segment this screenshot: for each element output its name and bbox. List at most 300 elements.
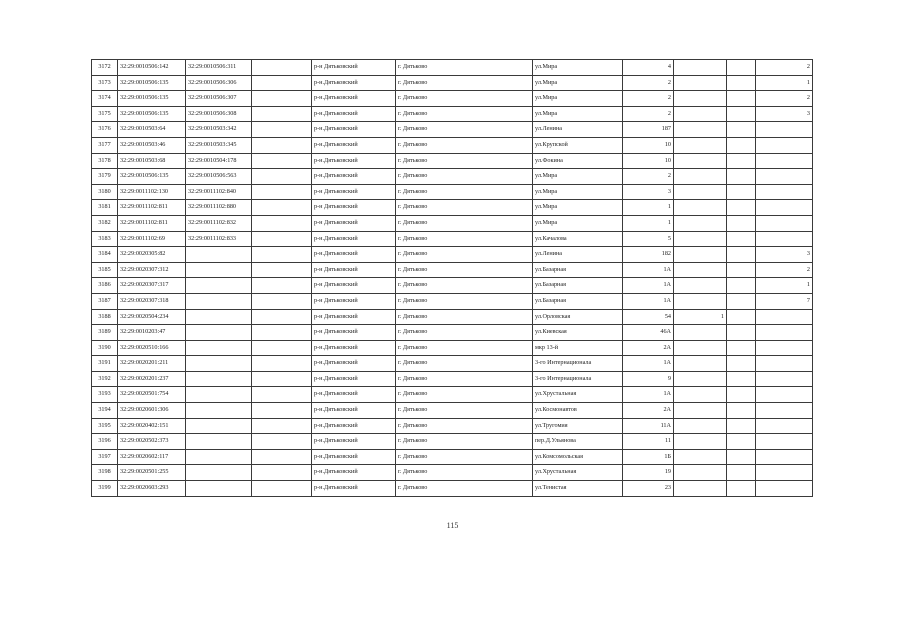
- cell-empty-column: [252, 153, 312, 169]
- cell-extra-c: 2: [756, 262, 813, 278]
- table-row: [92, 122, 813, 138]
- cell-cadastral-number: 32:29:0020305:82: [118, 247, 186, 263]
- cell-district: р-н.Дятьковский: [312, 75, 396, 91]
- cell-empty-column: [252, 465, 312, 481]
- cell-extra-c: [756, 215, 813, 231]
- cell-cadastral-number-2: 32:29:0010506:311: [186, 60, 252, 76]
- cell-extra-b: [727, 340, 756, 356]
- cell-cadastral-number: 32:29:0010203:47: [118, 325, 186, 341]
- cell-extra-b: [727, 184, 756, 200]
- cell-extra-b: [727, 169, 756, 185]
- cell-cadastral-number: 32:29:0020502:373: [118, 434, 186, 450]
- cell-empty-column: [252, 247, 312, 263]
- cell-district: р-н.Дятьковский: [312, 340, 396, 356]
- cell-house-number: 1: [623, 200, 674, 216]
- cell-empty-column: [252, 309, 312, 325]
- cell-extra-c: [756, 122, 813, 138]
- cell-cadastral-number-2: 32:29:0011102:833: [186, 231, 252, 247]
- table-body: [92, 60, 813, 497]
- cell-extra-b: [727, 247, 756, 263]
- cell-row-index: 3194: [92, 403, 118, 419]
- cell-extra-a: [674, 262, 727, 278]
- cell-extra-c: 2: [756, 91, 813, 107]
- cell-street: ул.Тругомия: [533, 418, 623, 434]
- cell-extra-b: [727, 325, 756, 341]
- cell-extra-c: [756, 169, 813, 185]
- cell-street: ул.Базарная: [533, 278, 623, 294]
- cell-extra-c: [756, 481, 813, 497]
- cell-extra-c: 3: [756, 106, 813, 122]
- cell-row-index: 3196: [92, 434, 118, 450]
- cell-house-number: 19: [623, 465, 674, 481]
- cell-street: ул.Мира: [533, 200, 623, 216]
- cell-house-number: 10: [623, 153, 674, 169]
- cell-extra-b: [727, 387, 756, 403]
- cell-house-number: 9: [623, 371, 674, 387]
- cell-street: ул.Комсомольская: [533, 449, 623, 465]
- table-row: [92, 434, 813, 450]
- cell-cadastral-number: 32:29:0011102:811: [118, 200, 186, 216]
- cell-empty-column: [252, 340, 312, 356]
- cell-extra-c: [756, 371, 813, 387]
- cell-extra-a: [674, 325, 727, 341]
- cell-street: ул.Ленина: [533, 122, 623, 138]
- cell-row-index: 3183: [92, 231, 118, 247]
- cell-row-index: 3192: [92, 371, 118, 387]
- cell-extra-a: [674, 481, 727, 497]
- cell-extra-c: [756, 200, 813, 216]
- cell-house-number: 2: [623, 169, 674, 185]
- cell-extra-c: [756, 137, 813, 153]
- cell-extra-b: [727, 231, 756, 247]
- cell-cadastral-number: 32:29:0010503:68: [118, 153, 186, 169]
- cell-street: ул.Киевская: [533, 325, 623, 341]
- cell-row-index: 3180: [92, 184, 118, 200]
- cell-extra-a: [674, 465, 727, 481]
- table-row: [92, 153, 813, 169]
- cell-extra-a: [674, 356, 727, 372]
- cell-city: г. Дятьково: [396, 434, 533, 450]
- cell-cadastral-number: 32:29:0020602:117: [118, 449, 186, 465]
- cell-district: р-н Дятьковский: [312, 309, 396, 325]
- cell-extra-c: [756, 356, 813, 372]
- cell-extra-a: 1: [674, 309, 727, 325]
- cell-cadastral-number: 32:29:0010506:135: [118, 169, 186, 185]
- cell-cadastral-number-2: 32:29:0011102:880: [186, 200, 252, 216]
- cell-row-index: 3179: [92, 169, 118, 185]
- table-row: [92, 325, 813, 341]
- cell-row-index: 3184: [92, 247, 118, 263]
- cell-district: р-н.Дятьковский: [312, 231, 396, 247]
- cell-cadastral-number: 32:29:0020201:237: [118, 371, 186, 387]
- cell-extra-a: [674, 106, 727, 122]
- cell-district: р-н.Дятьковский: [312, 122, 396, 138]
- cell-city: г. Дятьково: [396, 356, 533, 372]
- cell-district: р-н Дятьковский: [312, 293, 396, 309]
- cell-district: р-н.Дятьковский: [312, 106, 396, 122]
- cell-city: г. Дятьково: [396, 465, 533, 481]
- cell-house-number: 11А: [623, 418, 674, 434]
- cell-cadastral-number-2: 32:29:0010506:306: [186, 75, 252, 91]
- cell-cadastral-number-2: [186, 387, 252, 403]
- cell-empty-column: [252, 278, 312, 294]
- table-row: [92, 403, 813, 419]
- cell-empty-column: [252, 325, 312, 341]
- cell-extra-a: [674, 122, 727, 138]
- cell-city: г. Дятьково: [396, 449, 533, 465]
- cell-cadastral-number: 32:29:0011102:811: [118, 215, 186, 231]
- cell-extra-c: [756, 340, 813, 356]
- cell-district: р-н Дятьковский: [312, 278, 396, 294]
- cell-city: г. Дятьково: [396, 403, 533, 419]
- cell-extra-b: [727, 137, 756, 153]
- cell-row-index: 3185: [92, 262, 118, 278]
- cell-city: г. Дятьково: [396, 106, 533, 122]
- table-row: [92, 91, 813, 107]
- cell-cadastral-number: 32:29:0020601:306: [118, 403, 186, 419]
- table-row: [92, 309, 813, 325]
- cell-house-number: 2: [623, 75, 674, 91]
- cell-street: ул.Мира: [533, 75, 623, 91]
- cell-extra-b: [727, 481, 756, 497]
- cell-extra-c: [756, 325, 813, 341]
- cell-empty-column: [252, 215, 312, 231]
- cell-house-number: 10: [623, 137, 674, 153]
- cell-city: г. Дятьково: [396, 278, 533, 294]
- cell-extra-a: [674, 434, 727, 450]
- table-row: [92, 481, 813, 497]
- cell-extra-c: [756, 403, 813, 419]
- cell-house-number: 23: [623, 481, 674, 497]
- cell-city: г. Дятьково: [396, 481, 533, 497]
- cell-empty-column: [252, 449, 312, 465]
- cell-cadastral-number-2: [186, 434, 252, 450]
- cell-empty-column: [252, 60, 312, 76]
- cell-cadastral-number: 32:29:0010506:142: [118, 60, 186, 76]
- cell-district: р-н.Дятьковский: [312, 434, 396, 450]
- cell-extra-c: [756, 153, 813, 169]
- cell-empty-column: [252, 418, 312, 434]
- cell-row-index: 3191: [92, 356, 118, 372]
- cell-street: ул.Базарная: [533, 262, 623, 278]
- table-row: [92, 340, 813, 356]
- cell-extra-c: [756, 231, 813, 247]
- cell-cadastral-number: 32:29:0020402:151: [118, 418, 186, 434]
- cell-row-index: 3190: [92, 340, 118, 356]
- cell-row-index: 3178: [92, 153, 118, 169]
- table-row: [92, 387, 813, 403]
- cell-district: р-н.Дятьковский: [312, 247, 396, 263]
- cell-house-number: 11: [623, 434, 674, 450]
- cell-empty-column: [252, 403, 312, 419]
- table-row: [92, 231, 813, 247]
- cell-cadastral-number-2: [186, 325, 252, 341]
- cell-district: р-н.Дятьковский: [312, 449, 396, 465]
- cell-street: ул.Мира: [533, 169, 623, 185]
- cell-extra-b: [727, 153, 756, 169]
- cell-district: р-н.Дятьковский: [312, 153, 396, 169]
- cell-street: ул.Качалова: [533, 231, 623, 247]
- cell-cadastral-number-2: [186, 418, 252, 434]
- cell-cadastral-number-2: 32:29:0010506:307: [186, 91, 252, 107]
- cell-street: ул.Мира: [533, 215, 623, 231]
- cell-row-index: 3187: [92, 293, 118, 309]
- cell-city: г. Дятьково: [396, 153, 533, 169]
- table-row: [92, 75, 813, 91]
- cell-cadastral-number-2: 32:29:0011102:832: [186, 215, 252, 231]
- table-row: [92, 278, 813, 294]
- cell-extra-c: 2: [756, 60, 813, 76]
- cell-extra-a: [674, 278, 727, 294]
- cell-empty-column: [252, 387, 312, 403]
- cell-cadastral-number: 32:29:0020504:234: [118, 309, 186, 325]
- cell-district: р-н Дятьковский: [312, 184, 396, 200]
- cell-house-number: 1: [623, 215, 674, 231]
- cell-empty-column: [252, 184, 312, 200]
- cell-street: пер.Д.Ульянова: [533, 434, 623, 450]
- table-row: [92, 106, 813, 122]
- cell-empty-column: [252, 371, 312, 387]
- cell-cadastral-number: 32:29:0010506:135: [118, 106, 186, 122]
- registry-table: [91, 59, 813, 497]
- cell-street: ул.Ленина: [533, 247, 623, 263]
- cell-cadastral-number: 32:29:0020510:166: [118, 340, 186, 356]
- cell-extra-c: [756, 387, 813, 403]
- cell-cadastral-number-2: [186, 356, 252, 372]
- cell-extra-a: [674, 403, 727, 419]
- cell-empty-column: [252, 200, 312, 216]
- cell-street: ул.Орловская: [533, 309, 623, 325]
- cell-extra-b: [727, 200, 756, 216]
- cell-house-number: 1А: [623, 387, 674, 403]
- cell-extra-b: [727, 278, 756, 294]
- cell-house-number: 3: [623, 184, 674, 200]
- cell-district: р-н.Дятьковский: [312, 418, 396, 434]
- table-row: [92, 371, 813, 387]
- cell-extra-b: [727, 293, 756, 309]
- cell-street: ул.Фокина: [533, 153, 623, 169]
- cell-empty-column: [252, 262, 312, 278]
- cell-empty-column: [252, 481, 312, 497]
- cell-district: р-н.Дятьковский: [312, 481, 396, 497]
- cell-cadastral-number: 32:29:0010503:46: [118, 137, 186, 153]
- cell-empty-column: [252, 75, 312, 91]
- cell-city: г. Дятьково: [396, 340, 533, 356]
- cell-cadastral-number-2: [186, 449, 252, 465]
- cell-district: р-н.Дятьковский: [312, 403, 396, 419]
- cell-extra-a: [674, 60, 727, 76]
- cell-extra-b: [727, 465, 756, 481]
- cell-district: р-н Дятьковский: [312, 325, 396, 341]
- cell-cadastral-number: 32:29:0011102:130: [118, 184, 186, 200]
- cell-city: г. Дятьково: [396, 371, 533, 387]
- cell-cadastral-number: 32:29:0010506:135: [118, 75, 186, 91]
- cell-district: р-н Дятьковский: [312, 200, 396, 216]
- cell-street: ул.Космонавтов: [533, 403, 623, 419]
- cell-house-number: 2А: [623, 340, 674, 356]
- cell-cadastral-number: 32:29:0020603:293: [118, 481, 186, 497]
- cell-house-number: 5: [623, 231, 674, 247]
- cell-city: г. Дятьково: [396, 60, 533, 76]
- cell-extra-a: [674, 387, 727, 403]
- cell-city: г. Дятьково: [396, 169, 533, 185]
- cell-empty-column: [252, 106, 312, 122]
- cell-city: г. Дятьково: [396, 293, 533, 309]
- cell-empty-column: [252, 356, 312, 372]
- cell-empty-column: [252, 231, 312, 247]
- cell-extra-a: [674, 449, 727, 465]
- cell-city: г. Дятьково: [396, 247, 533, 263]
- cell-house-number: 1Б: [623, 449, 674, 465]
- cell-extra-a: [674, 371, 727, 387]
- cell-extra-c: 1: [756, 278, 813, 294]
- cell-house-number: 2: [623, 91, 674, 107]
- cell-district: р-н Дятьковский: [312, 60, 396, 76]
- cell-city: г. Дятьково: [396, 387, 533, 403]
- cell-row-index: 3176: [92, 122, 118, 138]
- cell-extra-a: [674, 153, 727, 169]
- cell-district: р-н.Дятьковский: [312, 91, 396, 107]
- table-row: [92, 169, 813, 185]
- cell-extra-b: [727, 309, 756, 325]
- cell-street: 3-го Интернационала: [533, 371, 623, 387]
- cell-street: ул.Мира: [533, 106, 623, 122]
- cell-house-number: 1А: [623, 262, 674, 278]
- cell-city: г. Дятьково: [396, 418, 533, 434]
- cell-row-index: 3193: [92, 387, 118, 403]
- cell-district: р-н.Дятьковский: [312, 371, 396, 387]
- cell-extra-c: 1: [756, 75, 813, 91]
- cell-house-number: 1А: [623, 356, 674, 372]
- cell-extra-b: [727, 403, 756, 419]
- table-row: [92, 418, 813, 434]
- table-row: [92, 137, 813, 153]
- cell-city: г. Дятьково: [396, 325, 533, 341]
- cell-extra-c: [756, 449, 813, 465]
- table-row: [92, 449, 813, 465]
- cell-extra-c: [756, 418, 813, 434]
- cell-extra-c: [756, 309, 813, 325]
- cell-city: г. Дятьково: [396, 309, 533, 325]
- cell-extra-c: 3: [756, 247, 813, 263]
- cell-row-index: 3197: [92, 449, 118, 465]
- cell-house-number: 1А: [623, 278, 674, 294]
- cell-extra-b: [727, 122, 756, 138]
- table-row: [92, 293, 813, 309]
- cell-row-index: 3181: [92, 200, 118, 216]
- cell-city: г. Дятьково: [396, 262, 533, 278]
- cell-empty-column: [252, 169, 312, 185]
- cell-street: ул.Хрустальная: [533, 465, 623, 481]
- cell-cadastral-number: 32:29:0020501:255: [118, 465, 186, 481]
- cell-row-index: 3199: [92, 481, 118, 497]
- cell-cadastral-number-2: [186, 465, 252, 481]
- cell-district: р-н.Дятьковский: [312, 465, 396, 481]
- cell-cadastral-number-2: [186, 371, 252, 387]
- cell-district: р-н.Дятьковский: [312, 387, 396, 403]
- cell-row-index: 3174: [92, 91, 118, 107]
- cell-house-number: 187: [623, 122, 674, 138]
- cell-extra-b: [727, 91, 756, 107]
- cell-cadastral-number-2: [186, 262, 252, 278]
- cell-house-number: 1А: [623, 293, 674, 309]
- cell-district: р-н.Дятьковский: [312, 356, 396, 372]
- cell-cadastral-number: 32:29:0020201:211: [118, 356, 186, 372]
- table-row: [92, 465, 813, 481]
- cell-city: г. Дятьково: [396, 231, 533, 247]
- cell-empty-column: [252, 122, 312, 138]
- cell-cadastral-number-2: [186, 309, 252, 325]
- cell-cadastral-number: 32:29:0020307:312: [118, 262, 186, 278]
- cell-extra-b: [727, 215, 756, 231]
- page-number: 115: [446, 521, 459, 530]
- cell-house-number: 2: [623, 106, 674, 122]
- cell-cadastral-number: 32:29:0020501:754: [118, 387, 186, 403]
- cell-city: г. Дятьково: [396, 184, 533, 200]
- cell-cadastral-number-2: [186, 481, 252, 497]
- cell-street: ул.Мира: [533, 91, 623, 107]
- cell-extra-a: [674, 418, 727, 434]
- cell-row-index: 3172: [92, 60, 118, 76]
- table-row: [92, 60, 813, 76]
- cell-city: г. Дятьково: [396, 75, 533, 91]
- cell-house-number: 182: [623, 247, 674, 263]
- cell-extra-c: [756, 184, 813, 200]
- cell-cadastral-number-2: [186, 278, 252, 294]
- cell-city: г. Дятьково: [396, 137, 533, 153]
- cell-extra-a: [674, 200, 727, 216]
- cell-cadastral-number: 32:29:0011102:69: [118, 231, 186, 247]
- cell-row-index: 3175: [92, 106, 118, 122]
- cell-city: г. Дятьково: [396, 215, 533, 231]
- cell-row-index: 3188: [92, 309, 118, 325]
- cell-cadastral-number-2: [186, 247, 252, 263]
- cell-cadastral-number-2: 32:29:0010506:563: [186, 169, 252, 185]
- cell-extra-c: 7: [756, 293, 813, 309]
- cell-city: г. Дятьково: [396, 122, 533, 138]
- cell-extra-a: [674, 75, 727, 91]
- cell-cadastral-number-2: 32:29:0010504:178: [186, 153, 252, 169]
- cell-district: р-н Дятьковский: [312, 215, 396, 231]
- table-row: [92, 184, 813, 200]
- cell-cadastral-number-2: [186, 340, 252, 356]
- cell-extra-a: [674, 91, 727, 107]
- table-row: [92, 356, 813, 372]
- cell-district: р-н.Дятьковский: [312, 169, 396, 185]
- cell-row-index: 3198: [92, 465, 118, 481]
- table-row: [92, 262, 813, 278]
- cell-extra-a: [674, 293, 727, 309]
- cell-row-index: 3189: [92, 325, 118, 341]
- cell-district: р-н Дятьковский: [312, 262, 396, 278]
- cell-empty-column: [252, 137, 312, 153]
- cell-extra-b: [727, 106, 756, 122]
- cell-row-index: 3182: [92, 215, 118, 231]
- cell-street: ул.Хрустальная: [533, 387, 623, 403]
- cell-extra-b: [727, 418, 756, 434]
- cell-cadastral-number: 32:29:0010503:64: [118, 122, 186, 138]
- cell-cadastral-number-2: 32:29:0010503:345: [186, 137, 252, 153]
- table-row: [92, 215, 813, 231]
- cell-cadastral-number: 32:29:0020307:318: [118, 293, 186, 309]
- cell-empty-column: [252, 434, 312, 450]
- cell-extra-c: [756, 434, 813, 450]
- table-row: [92, 247, 813, 263]
- cell-extra-a: [674, 231, 727, 247]
- cell-cadastral-number-2: 32:29:0010506:308: [186, 106, 252, 122]
- cell-row-index: 3173: [92, 75, 118, 91]
- cell-street: 3-го Интернационала: [533, 356, 623, 372]
